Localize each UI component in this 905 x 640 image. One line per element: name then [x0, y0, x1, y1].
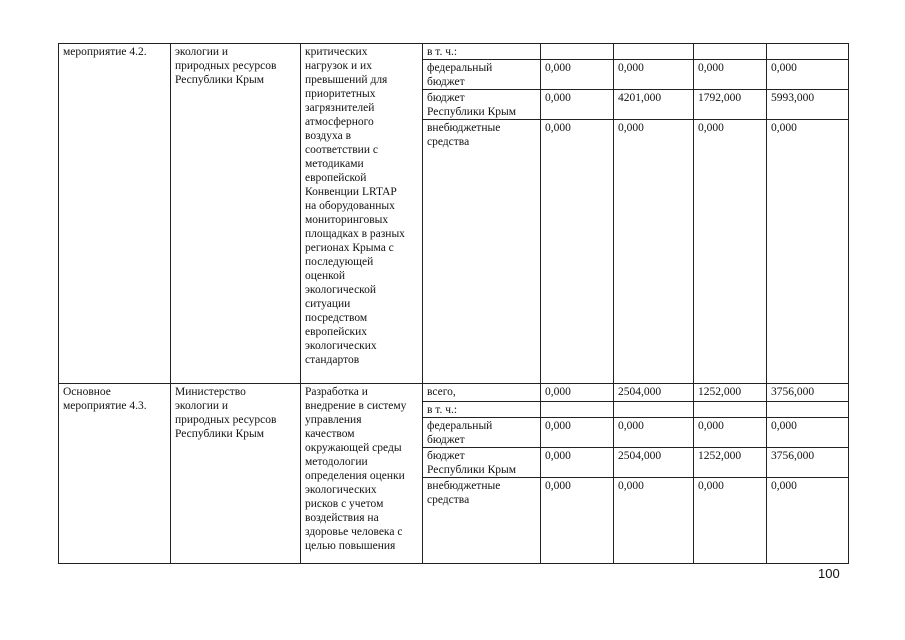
value-cell: 0,000 — [614, 478, 694, 564]
value-cell: 0,000 — [541, 120, 614, 384]
funding-label-cell: федеральный бюджет — [423, 60, 541, 90]
table-row — [59, 44, 849, 60]
funding-label-cell: федеральный бюджет — [423, 418, 541, 448]
value-cell: 1792,000 — [694, 90, 767, 120]
value-cell: 0,000 — [767, 418, 849, 448]
value-cell: 3756,000 — [767, 448, 849, 478]
page-number: 100 — [818, 566, 840, 581]
value-cell: 0,000 — [694, 478, 767, 564]
description-cell: критических нагрузок и их превышений для приоритетных загрязнителей атмосферного воздуха в соответствии с методиками европейской Конвенции LRTAP на оборудованных мониторинговых площадках в разных регионах Крыма с последующей оценкой экологической ситуации посредством европейских экологических стандартов — [301, 44, 423, 384]
value-cell: 0,000 — [541, 448, 614, 478]
activity-name-cell: мероприятие 4.2. — [59, 44, 171, 384]
value-cell: 0,000 — [541, 60, 614, 90]
value-cell: 0,000 — [694, 418, 767, 448]
value-cell — [767, 402, 849, 418]
value-cell: 0,000 — [694, 120, 767, 384]
value-cell: 0,000 — [541, 384, 614, 402]
executor-cell: Министерство экологии и природных ресурсов Республики Крым — [171, 384, 301, 564]
value-cell: 2504,000 — [614, 448, 694, 478]
value-cell: 5993,000 — [767, 90, 849, 120]
value-cell: 0,000 — [541, 418, 614, 448]
value-cell: 0,000 — [767, 120, 849, 384]
value-cell — [767, 44, 849, 60]
table-row — [59, 384, 849, 402]
funding-label-cell: в т. ч.: — [423, 402, 541, 418]
value-cell — [694, 44, 767, 60]
value-cell: 0,000 — [541, 478, 614, 564]
value-cell: 0,000 — [541, 90, 614, 120]
value-cell — [541, 44, 614, 60]
description-cell: Разработка и внедрение в систему управления качеством окружающей среды методологии определения оценки экологических рисков с учетом воздействия на здоровье человека с целью повышения — [301, 384, 423, 564]
value-cell — [614, 44, 694, 60]
value-cell: 0,000 — [614, 120, 694, 384]
value-cell: 0,000 — [694, 60, 767, 90]
funding-label-cell: бюджет Республики Крым — [423, 448, 541, 478]
value-cell: 1252,000 — [694, 384, 767, 402]
value-cell: 0,000 — [614, 60, 694, 90]
activity-name-cell: Основное мероприятие 4.3. — [59, 384, 171, 564]
value-cell: 0,000 — [767, 60, 849, 90]
funding-label-cell: бюджет Республики Крым — [423, 90, 541, 120]
value-cell: 0,000 — [614, 418, 694, 448]
funding-label-cell: внебюджетные средства — [423, 478, 541, 564]
value-cell — [541, 402, 614, 418]
executor-cell: экологии и природных ресурсов Республики Крым — [171, 44, 301, 384]
funding-label-cell: внебюджетные средства — [423, 120, 541, 384]
funding-label-cell: всего, — [423, 384, 541, 402]
value-cell: 3756,000 — [767, 384, 849, 402]
value-cell: 4201,000 — [614, 90, 694, 120]
value-cell — [614, 402, 694, 418]
value-cell: 1252,000 — [694, 448, 767, 478]
value-cell — [694, 402, 767, 418]
value-cell: 0,000 — [767, 478, 849, 564]
value-cell: 2504,000 — [614, 384, 694, 402]
budget-table — [58, 43, 849, 564]
funding-label-cell: в т. ч.: — [423, 44, 541, 60]
